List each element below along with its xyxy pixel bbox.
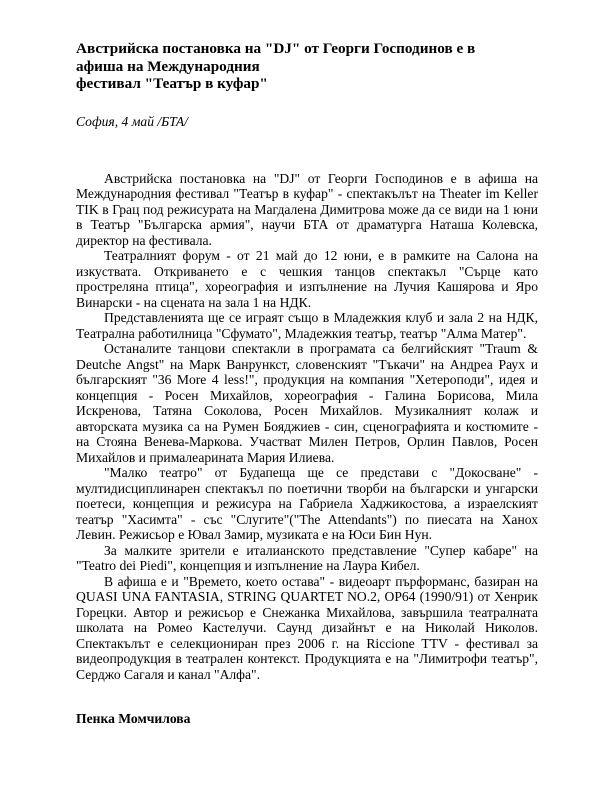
- article-paragraph: Останалите танцови спектакли в програмата са белгийският "Traum & Deutche Angst" на Марк Ванрункст, словенският "Тъкачи" на Андреа Раух и българският "36 More 4 less!", продукция на компания "Хетероподи", идея и концепция - Росен Михайлов, хореография - Галина Борисова, Мила Искренова, Татяна Соколова, Росен Михайлов. Музикалният колаж и авторската музика са на Румен Бояджиев - син, сценографията и костюмите - на Стояна Венева-Маркова. Участват Милен Петров, Орлин Павлов, Росен Михайлов и прималеарината Мария Илиева.: [76, 341, 538, 465]
- headline-line-3: фестивал "Театър в куфар": [76, 75, 268, 92]
- dateline: София, 4 май /БТА/: [76, 113, 188, 129]
- article-paragraph: Представленията ще се играят също в Младежкия клуб и зала 2 на НДК, Театрална работилница "Сфумато", Младежкия театър, театър "Алма Матер".: [76, 310, 538, 341]
- headline-line-2: афиша на Международния: [76, 57, 260, 75]
- article-paragraph: В афиша е и "Времето, което остава" - видеоарт пърформанс, базиран на QUASI UNA FANTASIA, STRING QUARTET NO.2, OP64 (1990/91) от Хенрик Горецки. Автор и режисьор е Снежанка Михайлова, завършила театралната школата на Ромео Кастелучи. Саунд дизайнът е на Николай Николов. Спектакълът е селекциониран през 2006 г. на Riccione TTV - фестивал за видеопродукция в театрален контекст. Продукцията е на "Лимитрофи театър", Серджо Сагаля и канал "Алфа".: [76, 573, 538, 682]
- article-paragraph: Театралният форум - от 21 май до 12 юни, е в рамките на Салона на изкуствата. Откриването е с чешкия танцов спектакъл "Сърце като прострeляна птица", хореография и изпълнение на Лучия Кашярова и Яро Винарски - на сцената на зала 1 на НДК.: [76, 248, 538, 310]
- article-paragraph: "Малко театро" от Будапеща ще се представи с "Докосване" - мултидисциплинарен спектакъл по поетични творби на български и унгарски поетеси, концепция и режисура на Габриела Хаджикостова, а израелският театър "Хасимта" - със "Слугите"("The Attendants") по пиесата на Ханох Левин. Режисьор е Ювал Замир, музиката е на Юси Бин Нун.: [76, 465, 538, 542]
- article-page: [76, 40, 538, 682]
- article-paragraph: Австрийска постановка на "DJ" от Георги Господинов е в афиша на Международния фестивал "Театър в куфар" - спектакълът на Theater im Keller TIK в Грац под режисурата на Магдалена Димитрова може да се види на 1 юни в Театър "Българска армия", научи БТА от драматурга Наташа Колевска, директор на фестивала.: [76, 170, 538, 248]
- headline-line-1: Австрийска постановка на "DJ" от Георги Господинов е в: [76, 40, 476, 57]
- article-body: [76, 171, 538, 683]
- author-signature: Пенка Момчилова: [76, 711, 191, 726]
- article-paragraph: За малките зрители е италианското представление "Супер кабаре" на "Teatro dei Piedi", концепция и изпълнение на Лаура Кибел.: [76, 542, 538, 573]
- article-headline: [76, 40, 538, 93]
